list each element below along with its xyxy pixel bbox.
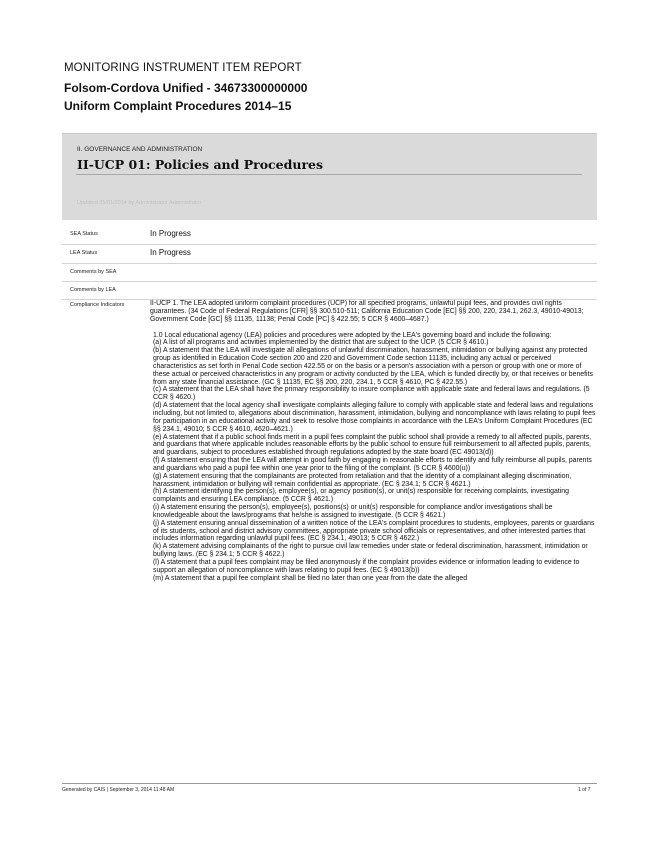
section-name: II. GOVERNANCE AND ADMINISTRATION <box>77 146 203 153</box>
compliance-intro: II-UCP 1. The LEA adopted uniform complaint procedures (UCP) for all specified programs, unlawful pupil fees, and provides civil rights guarantees. (34 Code of Federal Regulations [CFR] §§ 300.510-511; California Education Code [EC] §§ 200, 220, 234.1, 262.3, 49010-49013; Government Code [GC] §§ 11135, 11138; Penal Code [PC] § 422.55; 5 CCR § 4600–4687.) <box>150 300 584 323</box>
page-number: 1 of 7 <box>578 787 591 793</box>
compliance-item: (c) A statement that the LEA shall have the primary responsibility to insure compliance with applicable state and federal laws and regulations. (5 CCR § 4620.) <box>153 386 590 402</box>
lea-status-label: LEA Status <box>70 250 98 256</box>
item-title: II-UCP 01: Policies and Procedures <box>77 157 324 172</box>
comments-sea-label: Comments by SEA <box>70 269 117 275</box>
compliance-item: (e) A statement that if a public school finds merit in a pupil fees complaint the public school shall provide a remedy to all affected pupils, parents, and guardians that where applicable includes reasonable efforts by the public school to ensure full reimbursement to all affected pupils, parents, and guardians, subject to procedures established through regulations adopted by the state board (EC 49013(d)) <box>153 433 592 457</box>
lea-status-row <box>62 245 597 264</box>
sea-status-label: SEA Status <box>70 231 98 237</box>
compliance-item: (g) A statement ensuring that the complainants are protected from retaliation and that the identity of a complainant alleging discrimination, harassment, intimidation or bullying will remain confidential as appropriate. (EC § 234.1; 5 CCR § 4621.) <box>153 472 572 488</box>
compliance-item: (j) A statement ensuring annual dissemination of a written notice of the LEA's complaint procedures to students, employees, parents or guardians of its students, school and district advisory committees, appropriate private school officials or representatives, and other interested parties that includes information regarding unlawful pupil fees. (EC § 234.1, 49013; 5 CCR § 4622.) <box>153 519 595 543</box>
status-table <box>62 226 597 300</box>
sea-status-row <box>62 226 597 245</box>
district-name: Folsom-Cordova Unified - 34673300000000 <box>64 81 308 95</box>
compliance-indicators <box>62 300 597 780</box>
compliance-item: (m) A statement that a pupil fee complaint shall be filed no later than one year from the date the alleged <box>153 574 468 582</box>
title-divider <box>76 174 582 175</box>
compliance-lead: 1.0 Local educational agency (LEA) policies and procedures were adopted by the LEA's governing board and include the following: <box>153 331 552 339</box>
program-name: Uniform Complaint Procedures 2014–15 <box>64 99 292 113</box>
footer-generated: Generated by CAIS | September 3, 2014 11:48 AM <box>62 787 175 793</box>
footer-divider <box>62 783 597 784</box>
compliance-item: (h) A statement identifying the person(s), employee(s), or agency position(s), or unit(s) responsible for receiving complaints, investigating complaints and ensuring LEA compliance. (5 CCR § 4621.) <box>153 488 569 504</box>
sea-status-value: In Progress <box>150 229 191 238</box>
compliance-item: (l) A statement that a pupil fees complaint may be filed anonymously if the complaint provides evidence or information leading to evidence to support an allegation of noncompliance with laws relating to pupil fees. (EC § 49013(b)) <box>153 559 580 574</box>
compliance-item: (k) A statement advising complainants of the right to pursue civil law remedies under state or federal discrimination, harassment, intimidation or bullying laws. (EC § 234.1; 5 CCR § 4622.) <box>153 543 588 559</box>
compliance-text <box>150 300 596 583</box>
item-header-box <box>62 133 597 220</box>
report-title: MONITORING INSTRUMENT ITEM REPORT <box>64 62 302 74</box>
compliance-item: (i) A statement ensuring the person(s), employee(s), positions(s) or unit(s) responsible for compliance and/or investigations shall be knowledgeable about the laws/programs that he/she is assigned to investigate. (5 CCR § 4621.) <box>153 504 553 519</box>
compliance-item: (d) A statement that the local agency shall investigate complaints alleging failure to comply with applicable state and federal laws and regulations including, but not limited to, allegations about discrimination, harassment, intimidation, bullying and noncompliance with laws relating to pupil fees for participation in an educational activity and seek to resolve those complaints in accordance with the LEA's Uniform Complaint Procedures (EC §§ 234.1, 49010; 5 CCR § 4610, 4620–4621.) <box>153 402 596 433</box>
comments-lea-label: Comments by LEA <box>70 287 116 293</box>
compliance-item: (b) A statement that the LEA will investigate all allegations of unlawful discrimination, harassment, intimidation or bullying against any protected group as identified in Education Code section 200 and 220 and Government Code section 11135, including any actual or perceived characteristics as set forth in Penal Code section 422.55 or on the basis or a person's association with a person or group with one or more of these actual or perceived characteristics in any program or activity conducted by the LEA, which is funded directly by, or that receives or benefits from any state financial assistance. (GC § 11135, EC §§ 200, 220, 234.1, 5 CCR § 4610, PC § 422.55.) <box>153 347 593 386</box>
comments-sea-row <box>62 264 597 282</box>
compliance-label: Compliance Indicators <box>70 302 125 308</box>
comments-lea-row <box>62 282 597 300</box>
compliance-item: (f) A statement ensuring that the LEA will attempt in good faith by engaging in reasonable efforts to identify and fully reimburse all pupils, parents and guardians who paid a pupil fee within one year prior to the filing of the complaint. (5 CCR § 4600(u)) <box>153 457 592 472</box>
updated-note: Updated 05/01/2014 by Administrator Administrator <box>77 200 202 206</box>
compliance-item: (a) A list of all programs and activities implemented by the district that are subject to the UCP. (5 CCR § 4610.) <box>153 339 489 347</box>
lea-status-value: In Progress <box>150 248 191 257</box>
